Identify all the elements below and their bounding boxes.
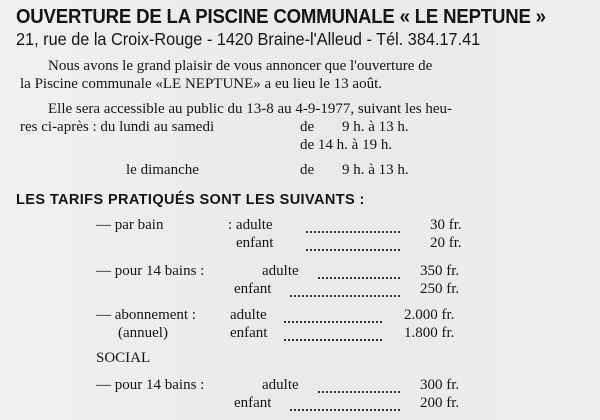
leader-dots [306, 221, 400, 233]
abonnement-enfant-label: enfant [230, 325, 268, 341]
leader-dots [306, 239, 400, 251]
pour14-enfant-price: 250 fr. [420, 281, 460, 297]
social-heading: SOCIAL [96, 350, 151, 366]
leader-dots [284, 329, 382, 341]
par-bain-enfant-price: 20 fr. [430, 235, 462, 251]
address-line: 21, rue de la Croix-Rouge - 1420 Braine-l'Alleud - Tél. 384.17.41 [16, 29, 481, 49]
abonnement-adulte-price: 2.000 fr. [404, 307, 455, 323]
intro-line-1: Nous avons le grand plaisir de vous annoncer que l'ouverture de [48, 58, 433, 74]
leader-dots [318, 381, 400, 393]
hours-line-1: Elle sera accessible au public du 13-8 au 4-9-1977, suivant les heu- [48, 101, 453, 117]
social14-label: — pour 14 bains : [96, 377, 205, 393]
leader-dots [284, 311, 382, 323]
document-title: OUVERTURE DE LA PISCINE COMMUNALE « LE NEPTUNE » [16, 6, 546, 28]
intro-line-2: la Piscine communale «LE NEPTUNE» a eu lieu le 13 août. [20, 76, 382, 92]
weekday-morning-hours: 9 h. à 13 h. [342, 119, 409, 135]
pour14-adulte-price: 350 fr. [420, 263, 460, 279]
weekday-afternoon-hours: de 14 h. à 19 h. [300, 137, 393, 153]
abonnement-enfant-price: 1.800 fr. [404, 325, 455, 341]
sunday-de: de [300, 162, 315, 178]
weekday-de: de [300, 119, 315, 135]
pour14-label: — pour 14 bains : [96, 263, 205, 279]
social14-adulte-price: 300 fr. [420, 377, 460, 393]
par-bain-label: — par bain [96, 217, 164, 233]
leader-dots [290, 285, 400, 297]
social14-enfant-price: 200 fr. [420, 395, 460, 411]
social14-enfant-label: enfant [234, 395, 272, 411]
sunday-label: le dimanche [126, 162, 199, 178]
hours-line-2: res ci-après : du lundi au samedi [20, 119, 215, 135]
par-bain-adulte-label: : adulte [228, 217, 273, 233]
par-bain-enfant-label: enfant [236, 235, 274, 251]
pour14-adulte-label: adulte [262, 263, 299, 279]
pour14-enfant-label: enfant [234, 281, 272, 297]
abonnement-sublabel: (annuel) [118, 325, 168, 341]
social14-adulte-label: adulte [262, 377, 299, 393]
abonnement-label: — abonnement : [96, 307, 196, 323]
abonnement-adulte-label: adulte [230, 307, 267, 323]
par-bain-adulte-price: 30 fr. [430, 217, 462, 233]
tarifs-heading: LES TARIFS PRATIQUÉS SONT LES SUIVANTS : [16, 192, 365, 208]
sunday-hours: 9 h. à 13 h. [342, 162, 409, 178]
leader-dots [318, 267, 400, 279]
leader-dots [290, 399, 400, 411]
